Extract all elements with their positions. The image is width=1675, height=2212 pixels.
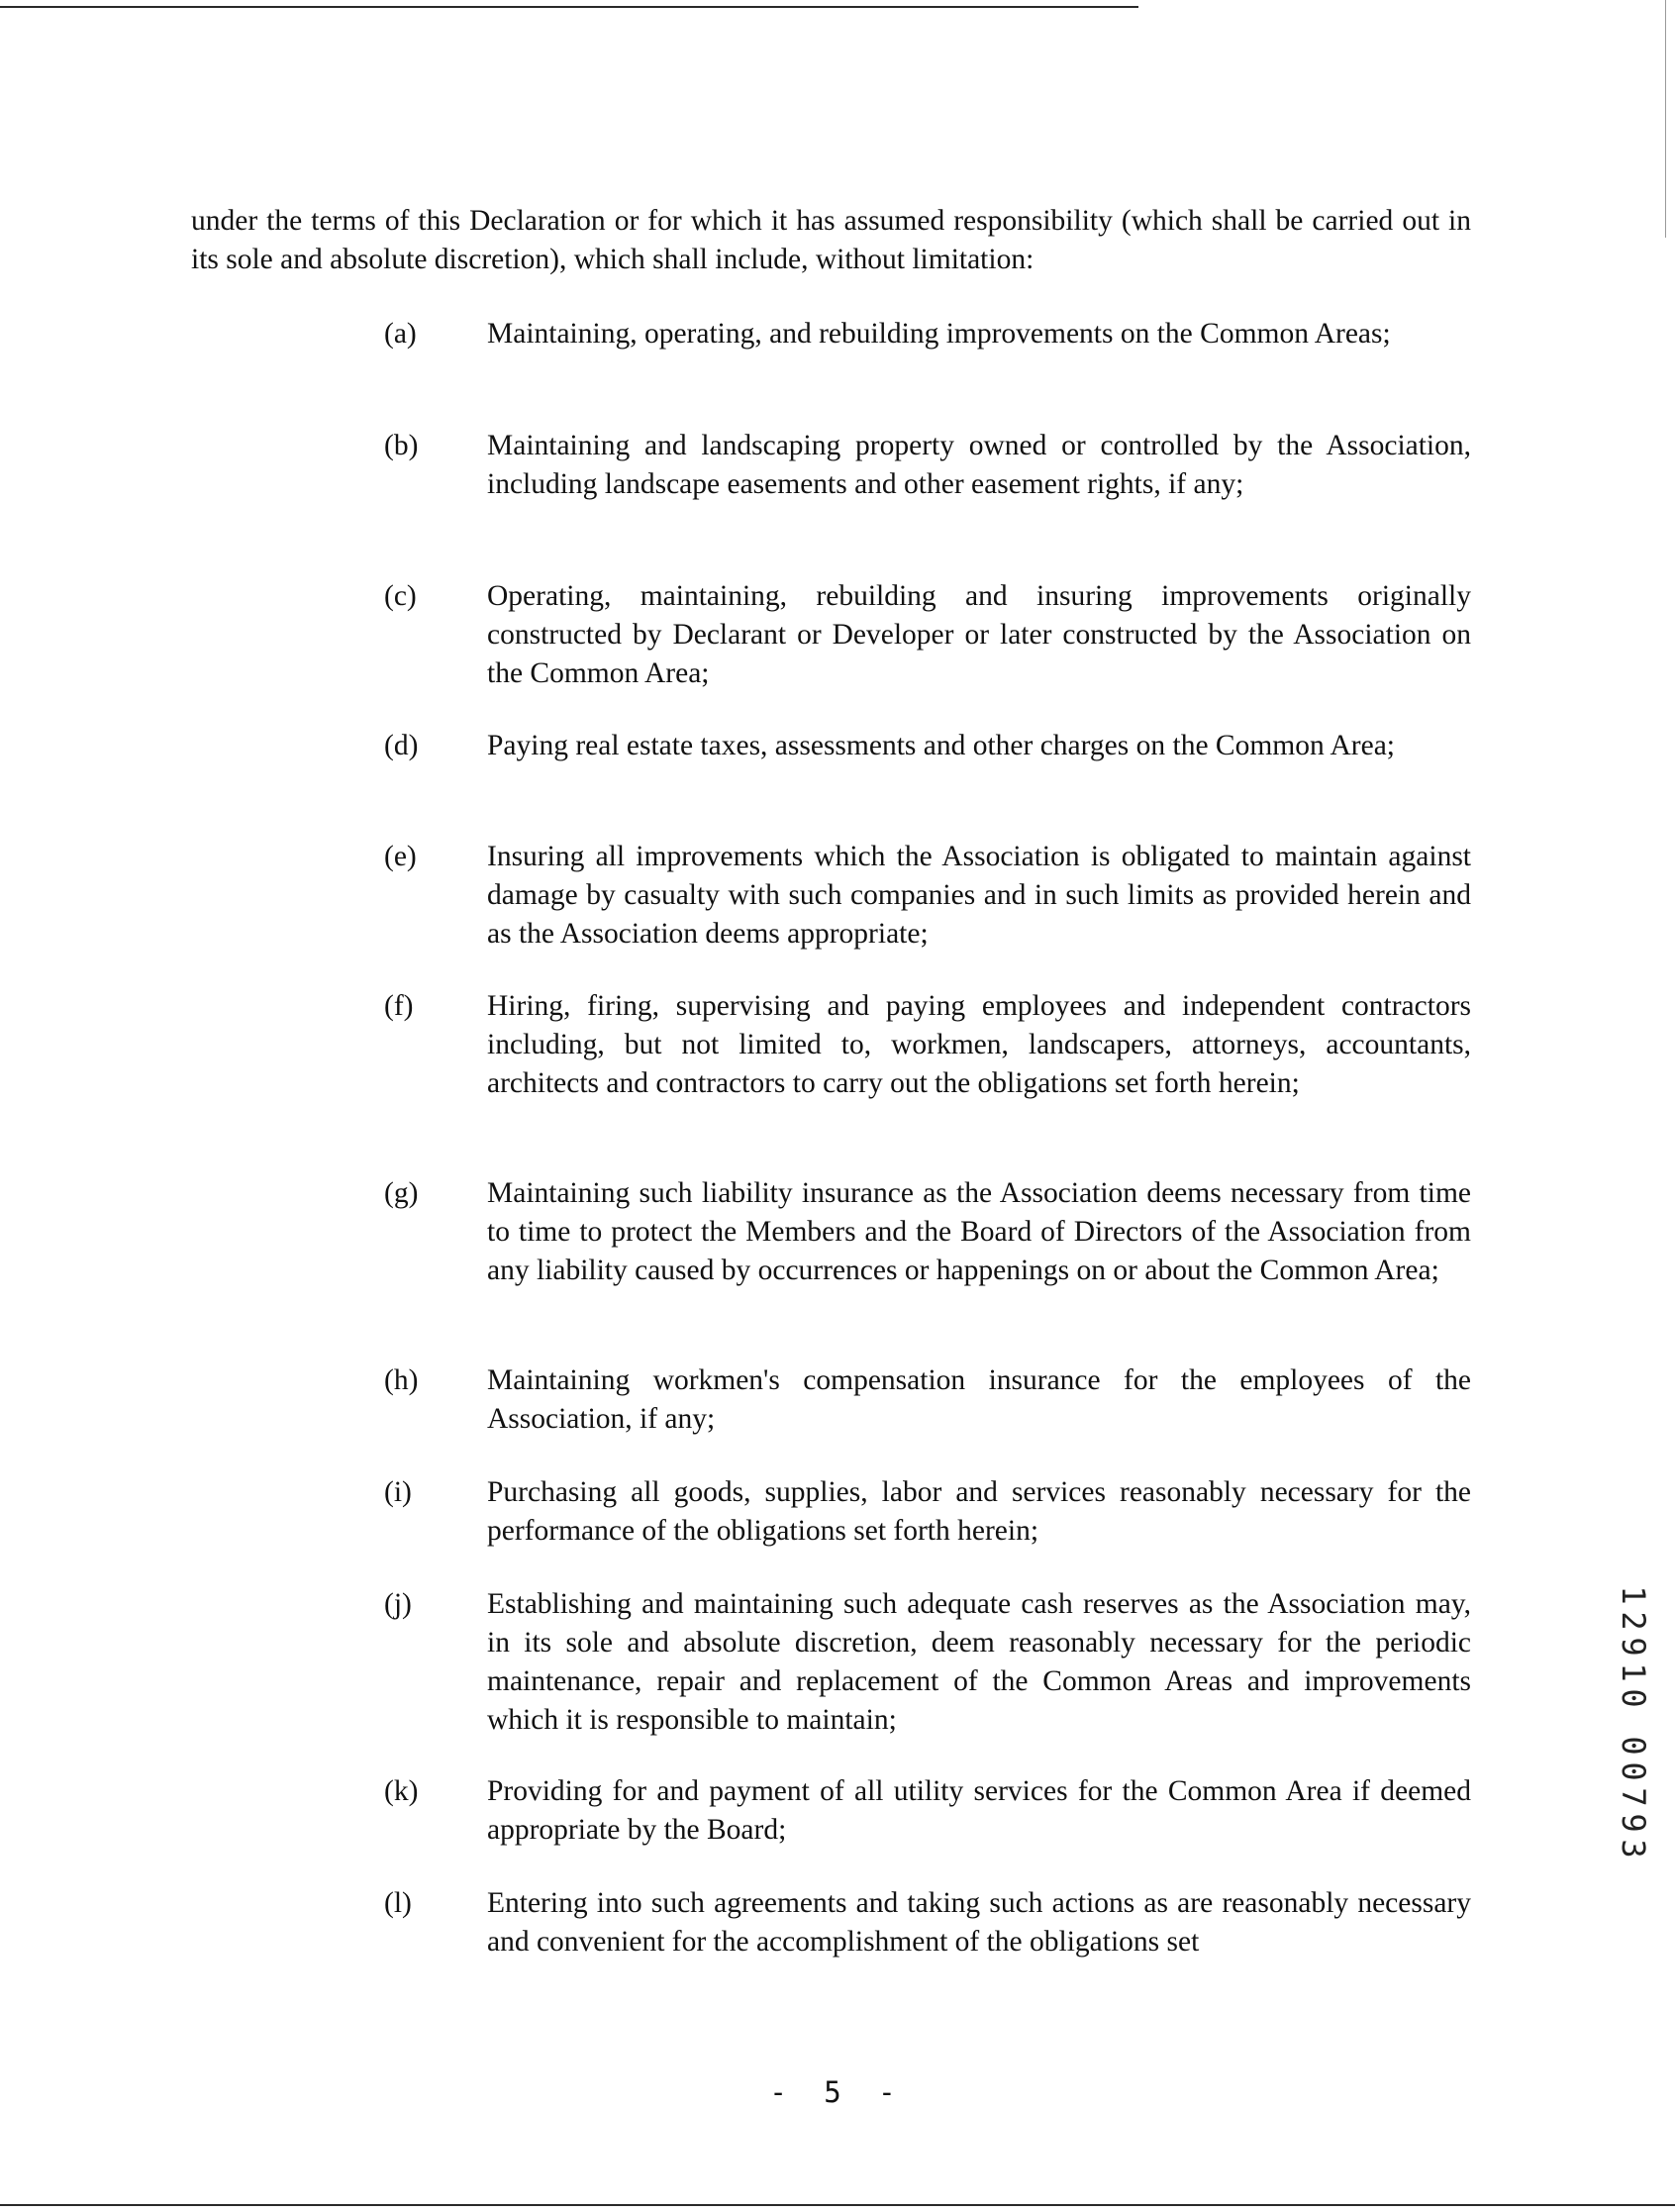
item-text: Maintaining such liability insurance as the Association deems necessary from time to time to protect the Members and the Board of Directors of the Association from any liability caused by occurrences or happenings on or about the Common Area; bbox=[487, 1177, 1471, 1286]
item-text: Maintaining and landscaping property owned or controlled by the Association, including landscape easements and other easement rights, if any; bbox=[487, 430, 1471, 500]
item-label: (d) bbox=[384, 730, 419, 761]
item-label: (f) bbox=[384, 990, 414, 1022]
stamp-digit: 7 bbox=[1615, 1787, 1652, 1807]
item-text: Providing for and payment of all utility services for the Common Area if deemed appropriate by the Board; bbox=[487, 1775, 1471, 1846]
scan-edge-right bbox=[1665, 0, 1666, 238]
item-label: (l) bbox=[384, 1887, 412, 1919]
item-label: (e) bbox=[384, 841, 417, 872]
item-text: Hiring, firing, supervising and paying employees and independent contractors including, but not limited to, workmen, landscapers, attorneys, accountants, architects and contractors to carry out the obligations set forth herein; bbox=[487, 990, 1471, 1099]
item-label: (k) bbox=[384, 1775, 419, 1807]
item-text: Maintaining, operating, and rebuilding improvements on the Common Areas; bbox=[487, 318, 1391, 350]
item-text: Operating, maintaining, rebuilding and insuring improvements originally constructed by Declarant or Developer or later constructed by the Association on the Common Area; bbox=[487, 580, 1471, 689]
item-label: (c) bbox=[384, 580, 417, 612]
item-text: Establishing and maintaining such adequate cash reserves as the Association may, in its sole and absolute discretion, deem reasonably necessary for the periodic maintenance, repair and replacement of the Common Areas and improvements which it is responsible to maintain; bbox=[487, 1588, 1471, 1736]
page-number: - 5 - bbox=[769, 2075, 906, 2109]
item-label: (h) bbox=[384, 1364, 419, 1396]
item-label: (b) bbox=[384, 430, 419, 461]
stamp-digit: 0 bbox=[1615, 1736, 1652, 1756]
item-text: Paying real estate taxes, assessments and other charges on the Common Area; bbox=[487, 730, 1395, 761]
stamp-digit: 0 bbox=[1615, 1688, 1652, 1708]
item-text: Maintaining workmen's compensation insurance for the employees of the Association, if any; bbox=[487, 1364, 1471, 1435]
stamp-digit: 9 bbox=[1615, 1813, 1652, 1833]
stamp-digit: 0 bbox=[1615, 1761, 1652, 1781]
intro-paragraph: under the terms of this Declaration or for which it has assumed responsibility (which shall be carried out in its sole and absolute discretion), which shall include, without limitation: bbox=[191, 205, 1471, 275]
item-text: Purchasing all goods, supplies, labor and services reasonably necessary for the performance of the obligations set forth herein; bbox=[487, 1476, 1471, 1547]
scan-border-top bbox=[0, 6, 1138, 8]
item-label: (a) bbox=[384, 318, 417, 350]
stamp-digit: 9 bbox=[1615, 1637, 1652, 1657]
item-label: (j) bbox=[384, 1588, 412, 1620]
item-text: Entering into such agreements and taking such actions as are reasonably necessary and convenient for the accomplishment of the obligations set bbox=[487, 1887, 1471, 1958]
stamp-digit: 3 bbox=[1615, 1839, 1652, 1859]
scan-border-bottom bbox=[0, 2204, 1675, 2206]
stamp-digit: 1 bbox=[1615, 1585, 1652, 1605]
stamp-digit: 1 bbox=[1615, 1662, 1652, 1682]
item-text: Insuring all improvements which the Association is obligated to maintain against damage by casualty with such companies and in such limits as provided herein and as the Association deems appropriate; bbox=[487, 841, 1471, 950]
item-label: (i) bbox=[384, 1476, 412, 1508]
stamp-digit: 2 bbox=[1615, 1611, 1652, 1631]
recording-stamp bbox=[1612, 1582, 1655, 1861]
item-label: (g) bbox=[384, 1177, 419, 1209]
